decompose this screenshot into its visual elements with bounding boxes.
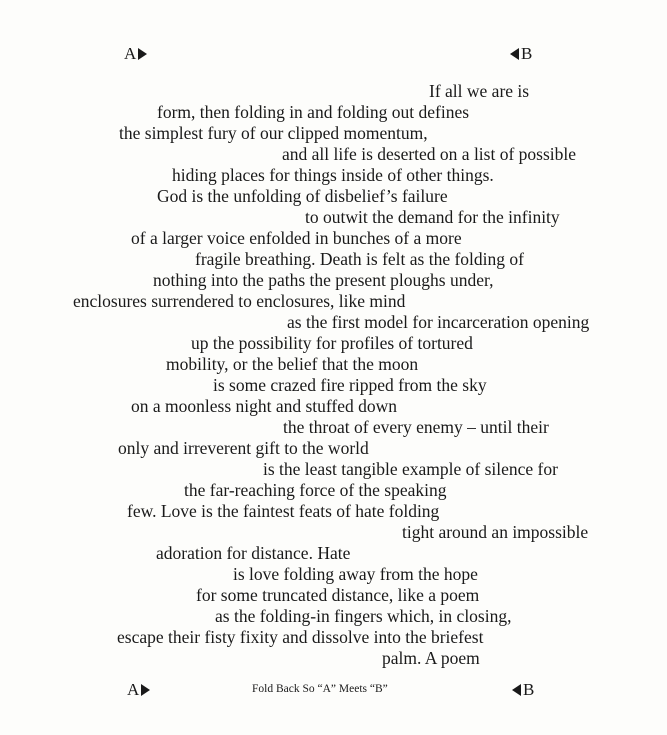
poem-line: only and irreverent gift to the world xyxy=(118,438,369,458)
poem-line: few. Love is the faintest feats of hate folding xyxy=(127,501,440,521)
poem-line: is the least tangible example of silence for xyxy=(263,459,558,479)
poem-line: palm. A poem xyxy=(382,648,480,668)
poem-line: on a moonless night and stuffed down xyxy=(131,396,398,416)
poem-line: fragile breathing. Death is felt as the folding of xyxy=(195,249,524,269)
poem-line: hiding places for things inside of other things. xyxy=(172,165,494,185)
poem-line: God is the unfolding of disbelief’s failure xyxy=(157,186,448,206)
fold-marker-a-bottom xyxy=(127,680,150,700)
marker-a-label: A xyxy=(127,680,140,699)
marker-b-label: B xyxy=(523,680,535,699)
poem-line: to outwit the demand for the infinity xyxy=(305,207,560,227)
poem-line: If all we are is xyxy=(429,81,530,101)
poem-line: escape their fisty fixity and dissolve into the briefest xyxy=(117,627,484,647)
poem-line: the far-reaching force of the speaking xyxy=(184,480,447,500)
triangle-left-icon xyxy=(512,684,521,696)
poem-line: nothing into the paths the present ploughs under, xyxy=(153,270,494,290)
poem-line: of a larger voice enfolded in bunches of a more xyxy=(131,228,462,248)
poem-line: as the first model for incarceration opening xyxy=(287,312,590,332)
poem-line: mobility, or the belief that the moon xyxy=(166,354,419,374)
poem-line: enclosures surrendered to enclosures, like mind xyxy=(73,291,406,311)
poem-line: is some crazed fire ripped from the sky xyxy=(213,375,487,395)
poem-line: the simplest fury of our clipped momentum, xyxy=(119,123,428,143)
poem-line: up the possibility for profiles of tortured xyxy=(191,333,473,353)
poem-line: for some truncated distance, like a poem xyxy=(196,585,480,605)
poem-line: adoration for distance. Hate xyxy=(156,543,351,563)
poem-line: the throat of every enemy – until their xyxy=(283,417,549,437)
fold-marker-b-bottom xyxy=(512,680,534,700)
fold-instruction: Fold Back So “A” Meets “B” xyxy=(252,683,388,695)
marker-b-label: B xyxy=(521,44,533,63)
poem-line: form, then folding in and folding out defines xyxy=(157,102,470,122)
triangle-right-icon xyxy=(141,684,150,696)
marker-a-label: A xyxy=(124,44,137,63)
poem-line: tight around an impossible xyxy=(402,522,589,542)
poem-line: is love folding away from the hope xyxy=(233,564,478,584)
poem-line: as the folding-in fingers which, in closing, xyxy=(215,606,512,626)
poem-line: and all life is deserted on a list of possible xyxy=(282,144,577,164)
